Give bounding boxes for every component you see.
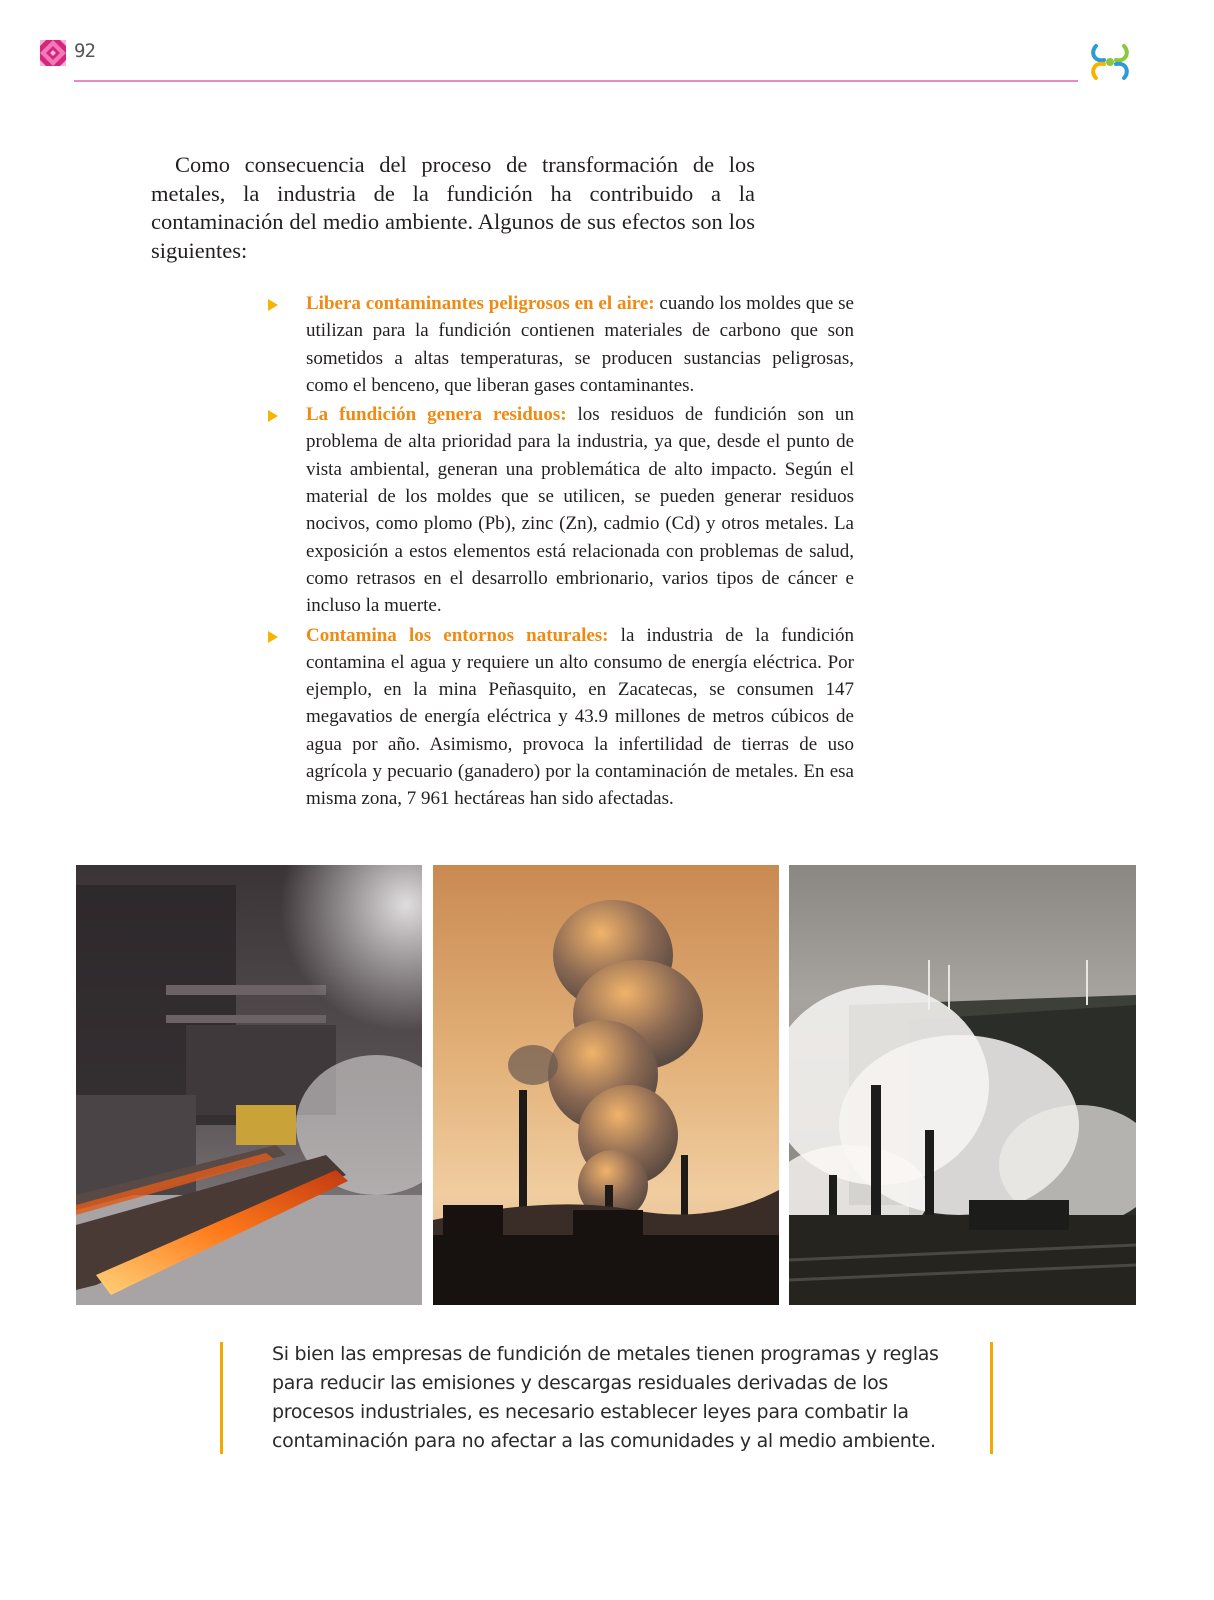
list-item [266,622,854,813]
industrial-plant-smoke-photo [789,865,1136,1305]
triangle-bullet-icon [268,631,278,643]
list-item [266,401,854,619]
effect-term: La fundición genera residuos: [306,404,567,426]
callout-bar-left [220,1342,223,1454]
effect-text: cuando los moldes que se utilizan para la fundición contienen materiales de carbono que son sometidos a altas temperaturas, se producen sustancias peligrosas, como el benceno, que liberan gases contaminantes. [306,293,854,396]
effect-text: los residuos de fundición son un problema de alta prioridad para la industria, ya que, desde el punto de vista ambiental, generan una problemática de alto impacto. Según el material de los moldes que se utilicen, se pueden generar residuos nocivos, como plomo (Pb), zinc (Zn), cadmio (Cd) y otros metales. La exposición a estos elementos está relacionada con problemas de salud, como retrasos en el desarrollo embrionario, varios tipos de cáncer e incluso la muerte. [306,404,854,617]
effect-text: la industria de la fundición contamina el agua y requiere un alto consumo de energía eléctrica. Por ejemplo, en la mina Peñasquito, en Zacatecas, se consumen 147 megavatios de energía eléctrica y 43.9 millones de metros cúbicos de agua por año. Asimismo, provoca la infertilidad de tierras de uso agrícola y pecuario (ganadero) por la contaminación de metales. En esa misma zona, 7 961 hectáreas han sido afectadas. [306,624,855,810]
list-item [266,290,854,399]
header-rule [74,80,1078,82]
effect-term: Libera contaminantes peligrosos en el aire: [306,293,655,314]
triangle-bullet-icon [268,299,278,311]
effect-term: Contamina los entornos naturales: [306,624,609,646]
triangle-bullet-icon [268,410,278,422]
smokestack-smoke-photo [433,865,779,1305]
pattern-mark-icon [40,40,66,66]
foundry-hot-metal-photo [76,865,422,1305]
effects-list [266,290,854,815]
page-number: 92 [74,40,95,62]
callout-text: Si bien las empresas de fundición de metales tienen programas y reglas para reducir las emisiones y descargas residuales derivadas de los procesos industriales, es necesario establecer leyes para combatir la contaminación para no afectar a las comunidades y al medio ambiente. [272,1343,939,1452]
callout-bar-right [990,1342,993,1454]
intro-paragraph: Como consecuencia del proceso de transformación de los metales, la industria de la fundición ha contribuido a la contaminación del medio ambiente. Algunos de sus efectos son los siguientes: [151,152,755,263]
logo-icon [1086,38,1134,86]
